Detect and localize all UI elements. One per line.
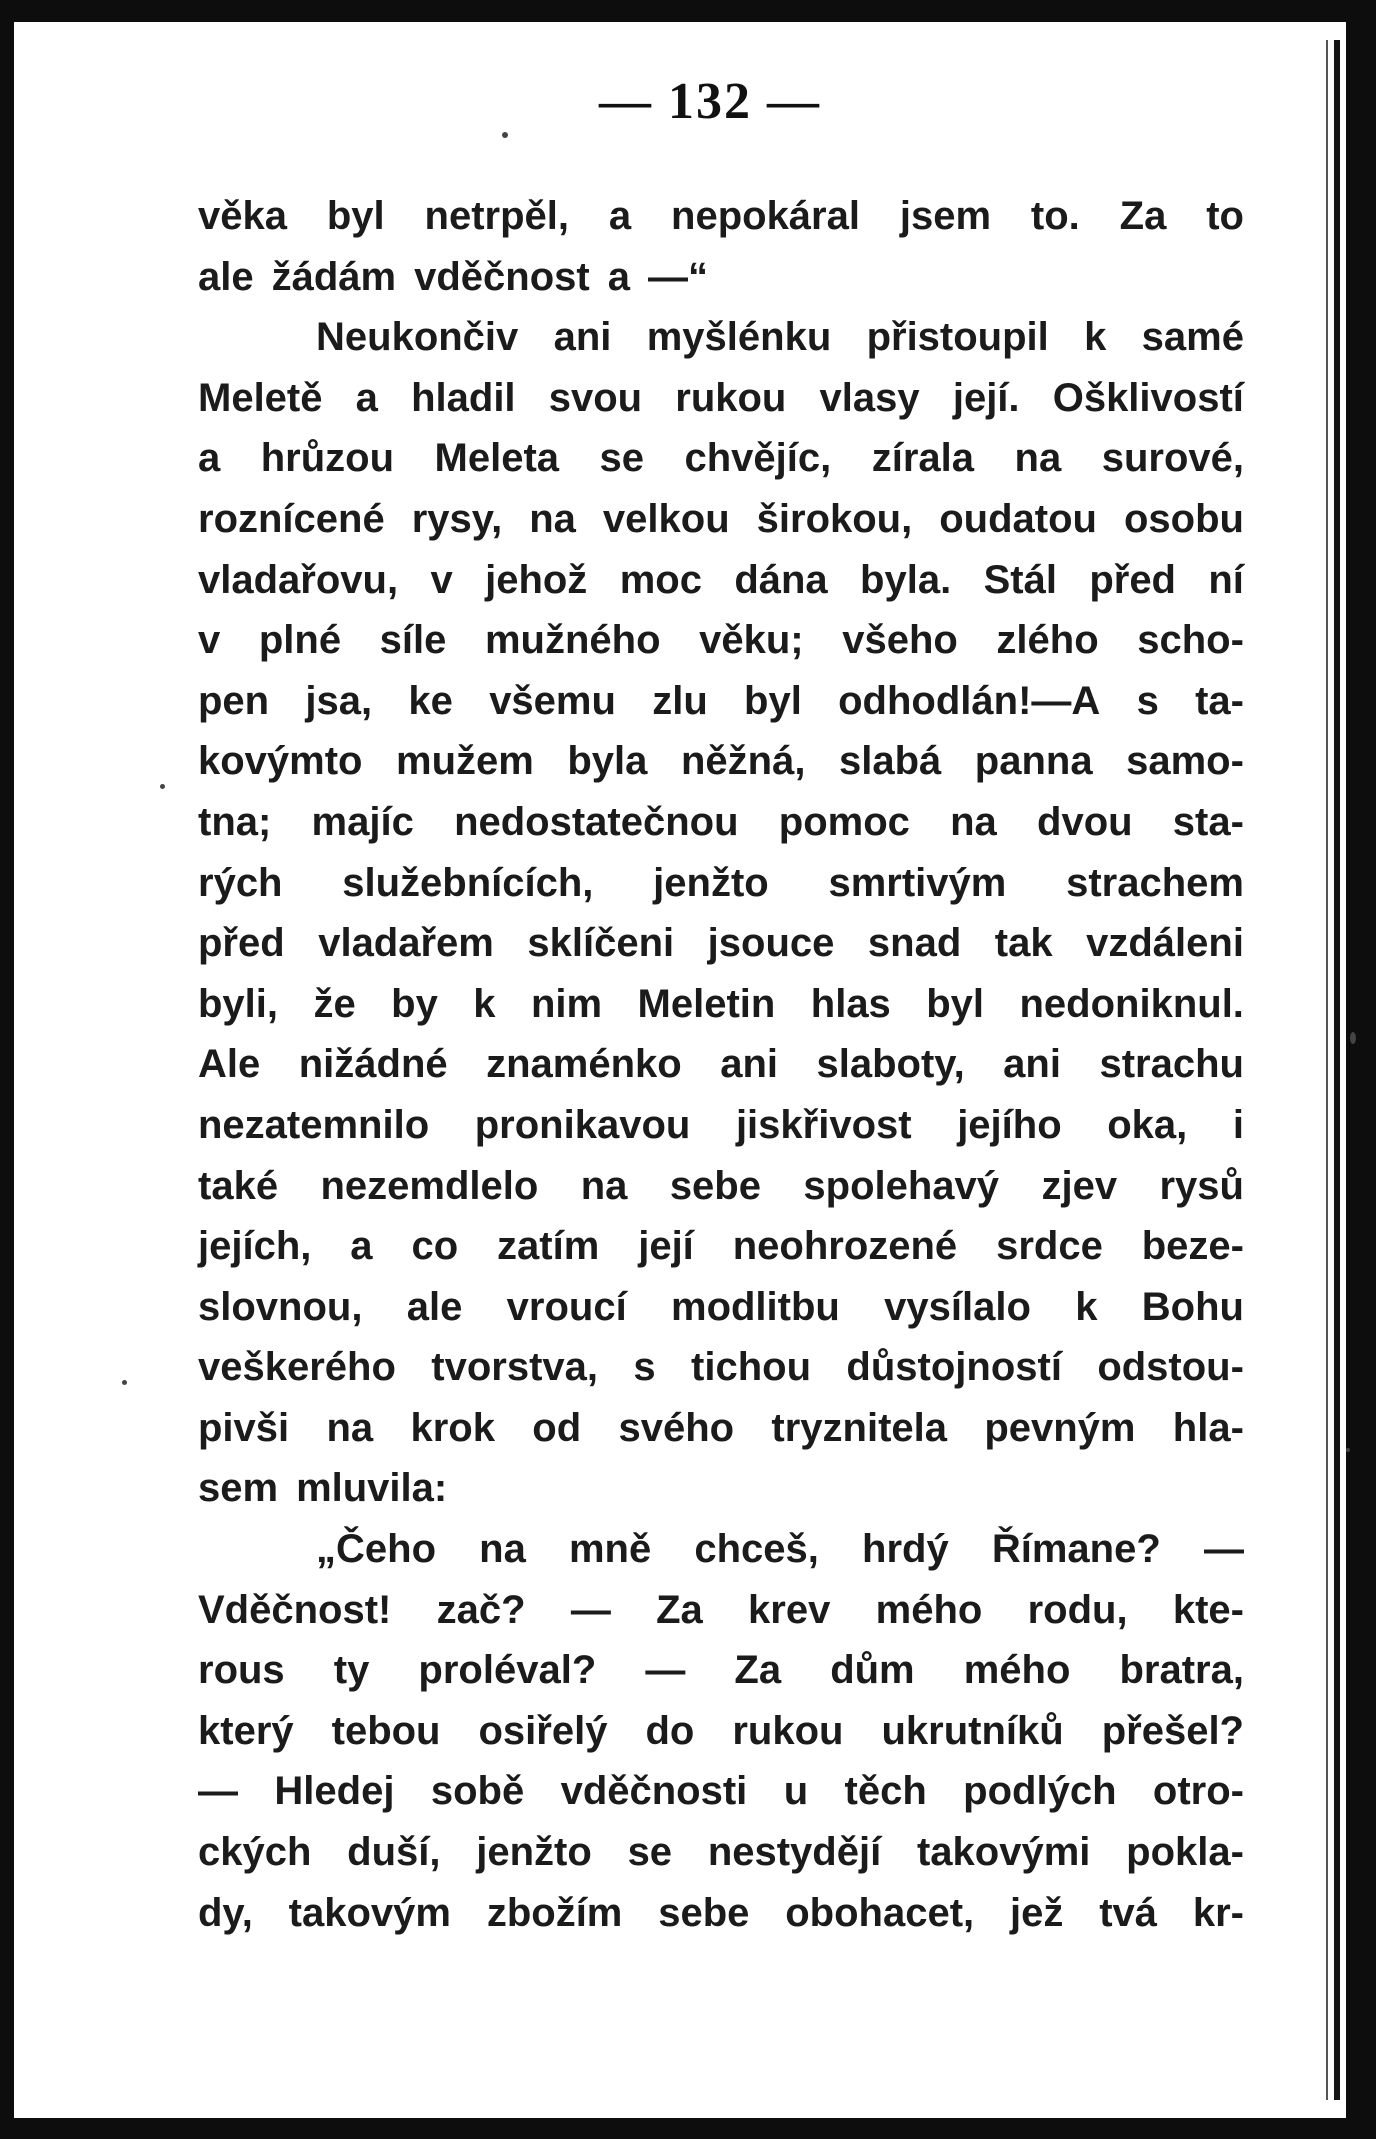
word: Římane?: [991, 1527, 1161, 1572]
word: modlitbu: [671, 1284, 840, 1329]
word: tvá: [1099, 1890, 1157, 1935]
text-line: [198, 1034, 1244, 1095]
word: jež: [1009, 1890, 1064, 1935]
page-edge-rule-thin: [1326, 40, 1328, 2100]
word: samo-: [1126, 739, 1244, 784]
word: jsouce: [707, 921, 835, 966]
word: u: [783, 1769, 809, 1814]
word: Meletě: [198, 375, 323, 420]
word: a: [607, 254, 630, 299]
word: mého: [875, 1587, 983, 1632]
word: by: [391, 981, 438, 1026]
text-line: [198, 307, 1244, 368]
word: bratra,: [1119, 1648, 1244, 1693]
word: zač?: [436, 1587, 526, 1632]
word: byl: [326, 194, 385, 238]
word: scho-: [1137, 618, 1244, 663]
word: vroucí: [506, 1284, 627, 1329]
word: tak: [994, 921, 1053, 966]
word: pronikavou: [474, 1102, 691, 1147]
word: rodu,: [1027, 1587, 1128, 1632]
word: slovnou,: [198, 1284, 363, 1329]
word: jiskřivost: [735, 1102, 912, 1147]
word: jejích,: [198, 1224, 312, 1269]
scan-speck: [1350, 1032, 1356, 1044]
word: a: [198, 436, 221, 481]
word: osiřelý: [478, 1708, 608, 1753]
word: vysílalo: [884, 1284, 1031, 1329]
word: to: [1206, 194, 1244, 238]
word: něžná,: [680, 739, 806, 784]
word: byl: [926, 981, 985, 1026]
word: otro-: [1152, 1769, 1244, 1814]
body-text: [198, 186, 1244, 1943]
word: tryznitela: [771, 1405, 947, 1450]
word: hrdý: [862, 1527, 949, 1572]
word: sebe: [669, 1163, 761, 1208]
word: hla-: [1172, 1405, 1244, 1450]
word: na: [1014, 436, 1062, 481]
word: surové,: [1101, 436, 1244, 481]
word: i: [1232, 1102, 1244, 1147]
word: k: [1075, 1284, 1098, 1329]
word: do: [645, 1708, 695, 1753]
word: mluvila:: [296, 1466, 448, 1511]
word: rukou: [732, 1708, 844, 1753]
text-line: [198, 1156, 1244, 1217]
word: nižádné: [298, 1042, 448, 1087]
word: Ošklivostí: [1052, 375, 1244, 420]
word: s: [633, 1345, 656, 1390]
text-line: [198, 1701, 1244, 1762]
word: byla.: [860, 557, 952, 602]
word: duší,: [347, 1830, 441, 1875]
word: osobu: [1124, 496, 1244, 541]
word: Meletin: [637, 981, 776, 1026]
word: před: [198, 921, 285, 966]
word: velkou: [602, 496, 730, 541]
text-line: [198, 1519, 1244, 1580]
word: svou: [548, 375, 643, 420]
word: ale: [198, 254, 254, 299]
word: neohrozené: [732, 1224, 958, 1269]
word: žádám: [271, 254, 397, 299]
word: tebou: [331, 1708, 441, 1753]
text-line: [198, 550, 1244, 611]
word: nezemdlelo: [320, 1163, 539, 1208]
word: netrpěl,: [424, 194, 570, 238]
word: rysy,: [411, 496, 503, 541]
word: pokla-: [1126, 1830, 1244, 1875]
word: jsa,: [305, 678, 373, 723]
word: hrůzou: [260, 436, 395, 481]
word: vladařem: [318, 921, 494, 966]
word: vlasy: [819, 375, 920, 420]
word: jehož: [485, 557, 588, 602]
scan-speck: [1346, 1448, 1350, 1452]
word: také: [198, 1163, 279, 1208]
word: jejího: [957, 1102, 1062, 1147]
word: srdce: [996, 1224, 1103, 1269]
word: ukrutníků: [881, 1708, 1064, 1753]
word: nestydějí: [707, 1830, 882, 1875]
word: kovýmto: [198, 739, 363, 784]
word: —: [1203, 1527, 1244, 1572]
word: ckých: [198, 1830, 312, 1875]
word: —: [198, 1769, 238, 1814]
word: tvorstva,: [431, 1345, 599, 1390]
word: od: [532, 1405, 582, 1450]
word: mně: [568, 1527, 652, 1572]
text-line: [198, 1277, 1244, 1338]
word: Meleta: [434, 436, 560, 481]
word: odstou-: [1097, 1345, 1244, 1390]
word: znaménko: [486, 1042, 682, 1087]
word: sobě: [430, 1769, 525, 1814]
text-line: [198, 1822, 1244, 1883]
word: chceš,: [694, 1527, 819, 1572]
word: vděčnosti: [560, 1769, 748, 1814]
text-line: [198, 368, 1244, 429]
word: Neukončiv: [316, 315, 519, 360]
word: byli,: [198, 981, 279, 1026]
word: zjev: [1041, 1163, 1118, 1208]
word: mužem: [396, 739, 534, 784]
word: Vděčnost!: [198, 1587, 392, 1632]
word: ta-: [1195, 678, 1244, 723]
text-line: [198, 1216, 1244, 1277]
word: sebe: [658, 1890, 750, 1935]
word: ani: [553, 315, 612, 360]
text-line: [198, 974, 1244, 1035]
word: nim: [530, 981, 603, 1026]
word: nepokáral: [671, 194, 860, 238]
word: oka,: [1107, 1102, 1188, 1147]
word: rous: [198, 1648, 285, 1693]
word: to.: [1030, 194, 1080, 238]
word: na: [950, 799, 997, 844]
word: oudatou: [939, 496, 1097, 541]
word: věku;: [699, 618, 804, 663]
word: Za: [734, 1648, 782, 1693]
word: ke: [408, 678, 453, 723]
word: slaboty,: [816, 1042, 965, 1087]
word: —: [570, 1587, 611, 1632]
word: pevným: [984, 1405, 1136, 1450]
word: —: [645, 1648, 686, 1693]
word: dy,: [198, 1890, 253, 1935]
text-line: [198, 1640, 1244, 1701]
word: spolehavý: [803, 1163, 1000, 1208]
word: a: [350, 1224, 373, 1269]
page-number: — 132 —: [599, 73, 821, 130]
word: moc: [619, 557, 702, 602]
word: ty: [333, 1648, 370, 1693]
text-line: [198, 913, 1244, 974]
word: rých: [198, 860, 283, 905]
word: síle: [379, 618, 447, 663]
word: služebnících,: [342, 860, 594, 905]
word: panna: [974, 739, 1093, 784]
word: hlas: [810, 981, 891, 1026]
word: mého: [963, 1648, 1071, 1693]
word: podlých: [963, 1769, 1117, 1814]
word: co: [411, 1224, 459, 1269]
word: se: [627, 1830, 673, 1875]
word: s: [1136, 678, 1159, 723]
word: ani: [720, 1042, 779, 1087]
word: sklíčeni: [527, 921, 675, 966]
word: k: [1084, 315, 1107, 360]
word: jenžto: [476, 1830, 592, 1875]
word: zírala: [871, 436, 975, 481]
word: na: [580, 1163, 628, 1208]
word: nedostatečnou: [454, 799, 739, 844]
word: strachu: [1099, 1042, 1244, 1087]
word: v: [198, 618, 221, 663]
word: jsem: [899, 194, 992, 238]
word: tna;: [198, 799, 272, 844]
word: krok: [410, 1405, 495, 1450]
text-line: [198, 853, 1244, 914]
scan-speck: [160, 784, 165, 789]
word: sem: [198, 1466, 279, 1511]
word: zlého: [996, 618, 1099, 663]
text-line: [198, 1398, 1244, 1459]
word: nezatemnilo: [198, 1102, 430, 1147]
word: pivši: [198, 1405, 290, 1450]
word: sta-: [1172, 799, 1244, 844]
text-line: [198, 610, 1244, 671]
word: mužného: [484, 618, 661, 663]
text-line: [198, 489, 1244, 550]
word: pomoc: [778, 799, 910, 844]
word: myšlénku: [646, 315, 832, 360]
word: byl: [744, 678, 802, 723]
word: slabá: [838, 739, 942, 784]
word: majíc: [311, 799, 414, 844]
word: jenžto: [653, 860, 769, 905]
text-line: [198, 1337, 1244, 1398]
word: a: [608, 194, 632, 238]
word: dána: [734, 557, 828, 602]
word: její: [638, 1224, 694, 1269]
word: Za: [656, 1587, 703, 1632]
word: obohacet,: [785, 1890, 975, 1935]
text-line: [198, 1580, 1244, 1641]
word: na: [479, 1527, 526, 1572]
word: těch: [844, 1769, 927, 1814]
word: krev: [748, 1587, 831, 1632]
word: ní: [1208, 557, 1244, 602]
word: se: [599, 436, 645, 481]
word: ale: [406, 1284, 463, 1329]
word: všemu: [489, 678, 616, 723]
word: její.: [952, 375, 1020, 420]
word: širokou,: [756, 496, 913, 541]
word: rysů: [1159, 1163, 1244, 1208]
page-edge-rule: [1334, 40, 1340, 2100]
word: dům: [830, 1648, 915, 1693]
text-line: [198, 731, 1244, 792]
word: snad: [867, 921, 962, 966]
word: rukou: [675, 375, 787, 420]
word: strachem: [1066, 860, 1244, 905]
word: chvějíc,: [684, 436, 832, 481]
word: odhodlán!—A: [838, 678, 1101, 723]
word: zlu: [652, 678, 708, 723]
word: k: [473, 981, 496, 1026]
word: v: [430, 557, 453, 602]
text-line: [198, 428, 1244, 489]
scan-border-bottom: [0, 2118, 1376, 2139]
text-line: [198, 186, 1244, 247]
word: Bohu: [1141, 1284, 1244, 1329]
word: ani: [1003, 1042, 1061, 1087]
text-line: [198, 1761, 1244, 1822]
word: přešel?: [1101, 1708, 1244, 1753]
word: nedoniknul.: [1019, 981, 1244, 1026]
word: svého: [618, 1405, 735, 1450]
word: „Čeho: [316, 1527, 436, 1572]
word: smrtivým: [828, 860, 1007, 905]
text-line: [198, 1458, 1244, 1519]
word: byla: [567, 739, 648, 784]
word: před: [1089, 557, 1176, 602]
word: všeho: [842, 618, 958, 663]
word: —“: [647, 254, 708, 299]
word: přistoupil: [866, 315, 1049, 360]
text-line: [198, 1883, 1244, 1944]
word: tichou: [691, 1345, 812, 1390]
word: a: [355, 375, 378, 420]
text-line: [198, 1095, 1244, 1156]
word: na: [529, 496, 576, 541]
word: na: [326, 1405, 374, 1450]
word: takovým: [288, 1890, 451, 1935]
word: beze-: [1141, 1224, 1244, 1269]
scan-border-top: [0, 0, 1376, 22]
scan-speck: [122, 1380, 127, 1385]
word: Ale: [198, 1042, 261, 1087]
word: pen: [198, 678, 270, 723]
word: že: [313, 981, 356, 1026]
scan-border-left: [0, 0, 14, 2139]
word: zatím: [497, 1224, 600, 1269]
word: důstojností: [846, 1345, 1062, 1390]
word: takovými: [916, 1830, 1091, 1875]
word: roznícené: [198, 496, 385, 541]
word: hladil: [411, 375, 516, 420]
scan-speck: [502, 132, 508, 138]
word: zbožím: [486, 1890, 623, 1935]
word: proléval?: [418, 1648, 597, 1693]
word: kte-: [1172, 1587, 1244, 1632]
text-line: [198, 247, 1244, 308]
word: vzdáleni: [1086, 921, 1244, 966]
word: dvou: [1037, 799, 1133, 844]
word: který: [198, 1708, 294, 1753]
word: vladařovu,: [198, 557, 399, 602]
text-line: [198, 792, 1244, 853]
word: Hledej: [274, 1769, 395, 1814]
word: Stál: [983, 557, 1057, 602]
word: Za: [1119, 194, 1167, 238]
scan-border-right: [1346, 0, 1376, 2139]
word: kr-: [1192, 1890, 1244, 1935]
word: plné: [258, 618, 342, 663]
word: veškerého: [198, 1345, 396, 1390]
word: věka: [198, 194, 287, 238]
word: samé: [1141, 315, 1244, 360]
text-line: [198, 671, 1244, 732]
word: vděčnost: [414, 254, 590, 299]
